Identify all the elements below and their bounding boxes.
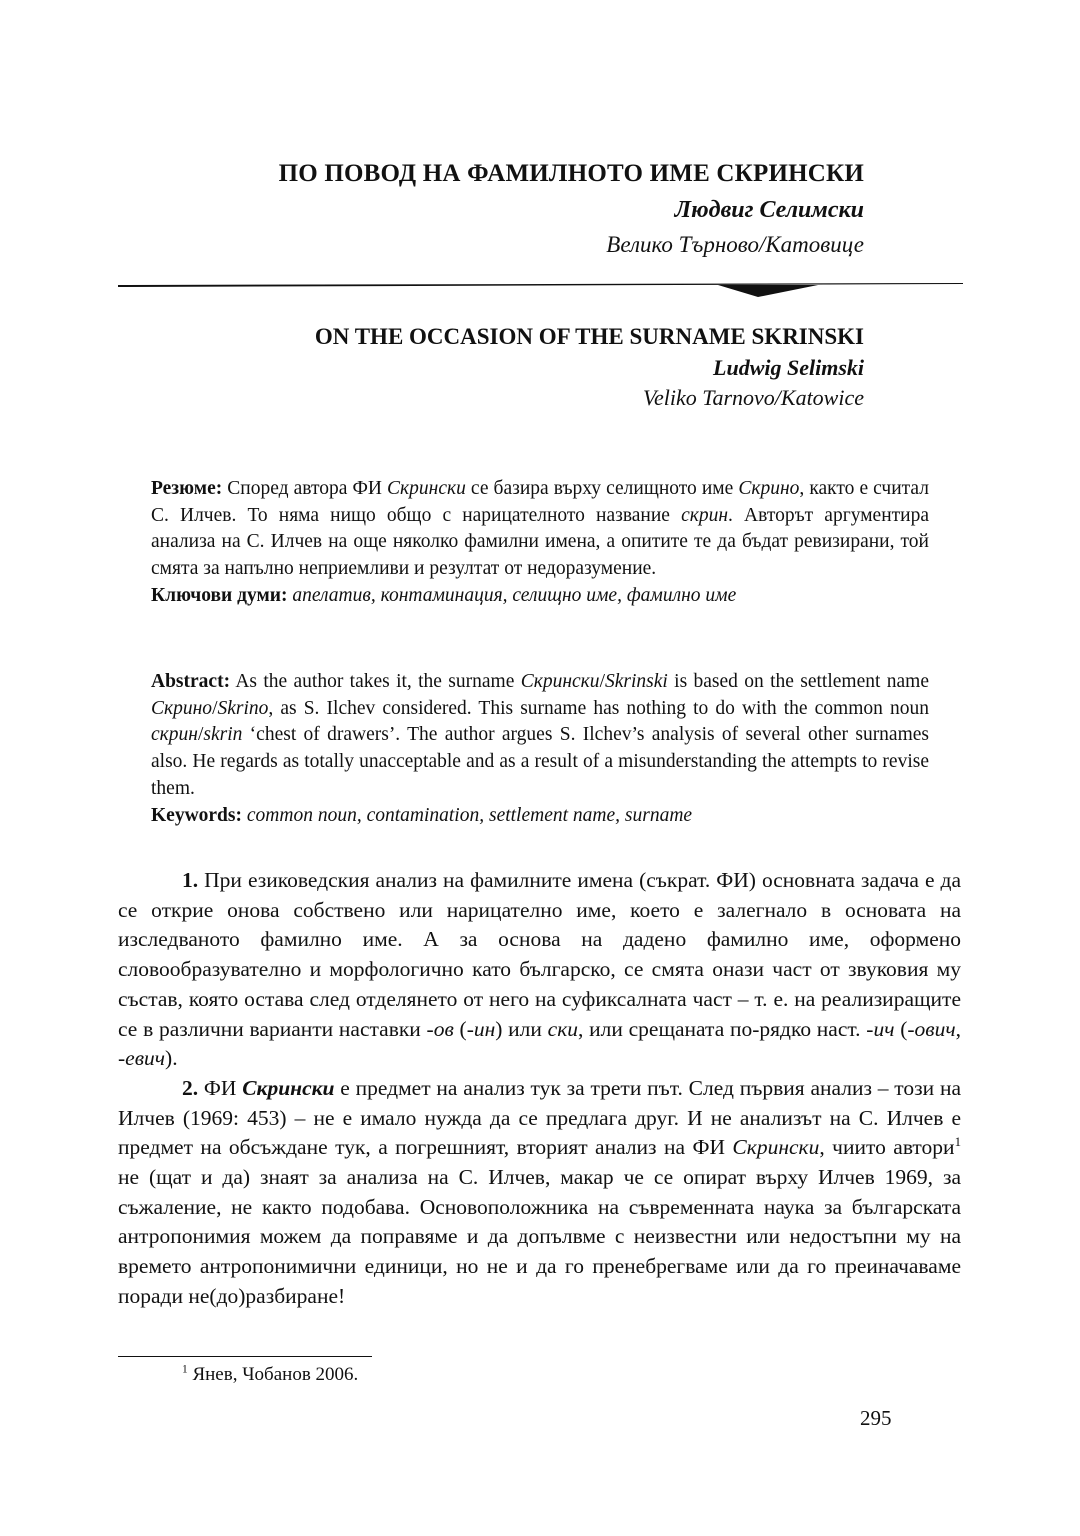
abstract-slash: / [599,671,605,692]
paragraph-number: 1. [182,868,199,892]
body-text [118,866,961,1312]
abstract-text: , както е считал С. Илчев. То няма нищо общо с нарицателното название [151,478,929,526]
abstract-text: As the author takes it, the surname [230,671,521,692]
abstract-bulgarian [151,476,929,610]
paragraph-text: не (щат и да) знаят за анализа на С. Илчев, макар че се опират върху Илчев 1969, за съжаление, не както подобава. Основоположника на съвременната наука за българската антропонимия можем да поправяме и да допълвме с неизвестни или недостъпни му на времето антропонимични единици, но не и да го пренебрегваме или да го преиначаваме поради не(до)разбиране! [118,1165,961,1308]
abstract-slash: / [197,724,204,746]
paragraph-text: ( [894,1016,908,1041]
suffix-term: -ич [866,1016,895,1041]
abstract-term: Скрино [738,478,800,499]
paragraph-text: , чиито автори [819,1135,955,1160]
article-title: ПО ПОВОД НА ФАМИЛНОТО ИМЕ СКРИНСКИ [278,160,864,187]
paragraph-text: , или срещаната по-рядко наст. [578,1016,867,1041]
english-author-name: Ludwig Selimski [713,355,864,380]
surname-term: Скрински [242,1075,335,1100]
divider-line [118,283,963,287]
paragraph-text: ( [453,1016,467,1041]
abstract-text: is based on the settlement name [667,671,929,692]
paragraph-text: , [955,1016,961,1041]
abstract-text: се базира върху селищното име [465,478,739,499]
suffix-term: -евич [118,1046,166,1071]
keywords-line [151,803,929,830]
suffix-term: -ов [426,1016,454,1041]
abstract-label: Резюме: [151,478,223,499]
author-affiliation: Велико Търново/Катовице [606,232,864,257]
abstract-term: skrin [203,724,243,746]
abstract-text: . Авторът аргументира анализа на С. Илчев на още няколко фамилни имена, а опитите те да бъдат ревизирани, той смята за напълно неприемливи и резултат от недоразумение. [151,504,929,580]
abstract-term: Скрински [387,478,466,499]
paragraph-text: ). [165,1046,178,1071]
abstract-term: Skrino [217,697,269,719]
page-number: 295 [860,1406,892,1430]
paragraph-text: ) или [495,1016,548,1041]
abstract-term: Скрински [520,671,600,692]
abstract-label: Abstract: [151,671,231,692]
divider-wedge [718,285,818,297]
footnote-reference[interactable]: 1 [954,1135,962,1150]
abstract-text: ‘chest of drawers’. The author argues S. Ilchev’s analysis of several other surnames also. He regards as totally unacceptable and as a result of a misunderstanding the attempts to revise them. [151,724,929,799]
abstract-term: Скрино [151,697,213,719]
abstract-text: , as S. Ilchev considered. This surname has nothing to do with the common noun [268,697,929,719]
keywords-label: Ключови думи: [151,584,288,606]
abstract-term: Skrinski [604,671,668,692]
surname-term: Скрински [732,1135,820,1160]
paragraph-number: 2. [182,1075,199,1100]
footnote-number: 1 [182,1363,188,1376]
abstract-text: Според автора ФИ [222,478,388,499]
english-title: ON THE OCCASION OF THE SURNAME SKRINSKI [314,324,864,349]
abstract-english [151,669,929,829]
footnote-divider [118,1356,372,1357]
abstract-term: скрин [151,724,198,746]
english-author-affiliation: Veliko Tarnovo/Katowice [642,385,864,410]
keywords-text: common noun, contamination, settlement name, surname [242,804,693,826]
suffix-term: ски [547,1016,579,1041]
suffix-term: -ин [466,1016,496,1041]
abstract-slash: / [212,697,218,719]
abstract-term: скрин [681,504,729,526]
paragraph-1 [118,866,961,1074]
keywords-text: апелатив, контаминация, селищно име, фамилно име [287,584,737,606]
keywords-label: Keywords: [151,804,242,826]
suffix-term: -ович [907,1016,956,1041]
paragraph-text: е предмет на анализ тук за трети път. След първия анализ – този на Илчев (1969: 453) – не е имало нужда да се предлага друг. И не анализът на С. Илчев е предмет на обсъждане тук, а погрешният, вторият анализ на ФИ [118,1075,961,1160]
paragraph-2 [118,1074,961,1312]
author-name: Людвиг Селимски [674,197,864,223]
keywords-line [151,583,929,610]
paragraph-text: ФИ [198,1075,243,1100]
footnote [182,1364,358,1386]
footnote-text: Янев, Чобанов 2006. [187,1364,359,1385]
paragraph-text: При езиковедския анализ на фамилните имена (съкрат. ФИ) основната задача е да се открие онова собствено или нарицателно име, което е залегнало в основата на изследваното фамилно име. А за основа на дадено фамилно име, оформено словообразувателно и морфологично като българско, се смята онази част от звуковия му състав, която остава след отделянето от него на суфиксалната част – т. е. на реализиращите се в различни варианти наставки [118,868,961,1041]
title-divider [118,283,963,301]
